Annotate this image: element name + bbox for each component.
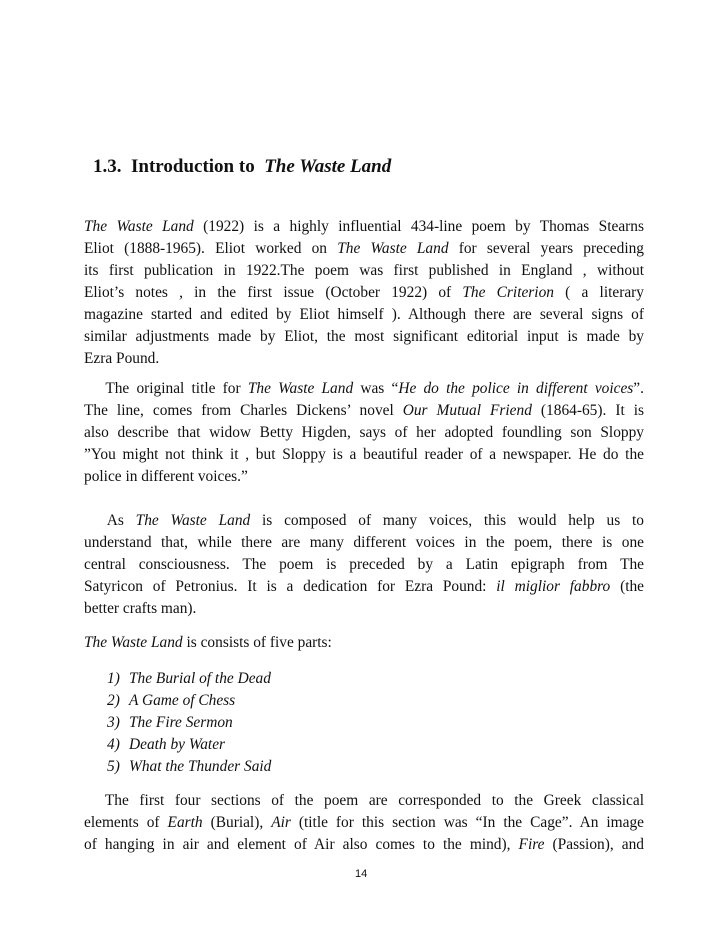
text-run: Satyricon of Petronius. It is a dedication for Ezra Pound: bbox=[84, 578, 497, 595]
italic-title: The Waste Land bbox=[337, 240, 449, 257]
paragraph-elements bbox=[84, 790, 644, 856]
italic-title: The Waste Land bbox=[84, 218, 194, 235]
text-line bbox=[84, 834, 644, 856]
text-run: Ezra Pound. bbox=[84, 350, 160, 367]
italic-title: The Waste Land bbox=[135, 512, 251, 529]
text-line bbox=[84, 260, 644, 282]
list-number: 2) bbox=[107, 692, 120, 709]
text-run: its first publication in 1922.The poem was first published in England , without bbox=[84, 262, 644, 279]
list-number: 5) bbox=[107, 758, 120, 775]
text-run: ”. bbox=[633, 380, 644, 397]
text-line bbox=[84, 282, 644, 304]
italic-term: Fire bbox=[518, 836, 545, 853]
italic-term: Earth bbox=[167, 814, 203, 831]
italic-title: The Waste Land bbox=[84, 634, 183, 651]
text-run: (the bbox=[610, 578, 644, 595]
text-line bbox=[84, 632, 644, 654]
paragraph-original-title bbox=[84, 378, 644, 488]
text-run: for several years preceding bbox=[448, 240, 644, 257]
italic-title: The Criterion bbox=[462, 284, 554, 301]
parts-list bbox=[107, 668, 271, 778]
text-line bbox=[84, 422, 644, 444]
list-number: 1) bbox=[107, 670, 120, 687]
text-run: ”You might not think it , but Sloppy is a beautiful reader of a newspaper. He do the bbox=[84, 446, 644, 463]
list-item-title: What the Thunder Said bbox=[129, 758, 272, 775]
text-line bbox=[84, 326, 644, 348]
text-run: magazine started and edited by Eliot himself ). Although there are several signs of bbox=[84, 306, 644, 323]
text-line bbox=[84, 304, 644, 326]
paragraph-intro bbox=[84, 216, 644, 370]
text-line bbox=[84, 466, 644, 488]
section-heading-title: The Waste Land bbox=[264, 156, 392, 177]
italic-title: The Waste Land bbox=[247, 380, 354, 397]
list-number: 4) bbox=[107, 736, 120, 753]
list-item bbox=[107, 690, 271, 712]
section-number: 1.3. bbox=[93, 156, 122, 177]
list-item-title: The Burial of the Dead bbox=[129, 670, 271, 687]
text-line bbox=[84, 348, 644, 370]
list-item bbox=[107, 734, 271, 756]
text-line bbox=[84, 554, 644, 576]
text-run: The line, comes from Charles Dickens’ novel bbox=[84, 402, 403, 419]
text-run: central consciousness. The poem is preceded by a Latin epigraph from The bbox=[84, 556, 644, 573]
text-line bbox=[84, 598, 644, 620]
text-line bbox=[84, 378, 644, 400]
text-run: ( a literary bbox=[553, 284, 644, 301]
text-line bbox=[84, 790, 644, 812]
list-item bbox=[107, 756, 271, 778]
text-line bbox=[84, 238, 644, 260]
text-line bbox=[84, 812, 644, 834]
text-line bbox=[84, 510, 644, 532]
section-heading-prefix: Introduction to bbox=[131, 156, 255, 177]
text-run: police in different voices.” bbox=[84, 468, 248, 485]
text-run: similar adjustments made by Eliot, the most significant editorial input is made by bbox=[84, 328, 644, 345]
text-run: (Passion), and bbox=[544, 836, 644, 853]
text-run: As bbox=[84, 512, 136, 529]
text-run: Eliot (1888-1965). Eliot worked on bbox=[84, 240, 338, 257]
text-run: (1864-65). It is bbox=[531, 402, 644, 419]
text-run: (title for this section was “In the Cage”. An image bbox=[290, 814, 644, 831]
page-number: 14 bbox=[355, 868, 368, 880]
list-item-title: A Game of Chess bbox=[129, 692, 236, 709]
text-line bbox=[84, 216, 644, 238]
list-item-title: Death by Water bbox=[129, 736, 226, 753]
list-item bbox=[107, 712, 271, 734]
paragraph-parts-intro bbox=[84, 632, 644, 654]
section-heading bbox=[93, 156, 391, 178]
text-line bbox=[84, 400, 644, 422]
text-run: (Burial), bbox=[202, 814, 272, 831]
text-run: better crafts man). bbox=[84, 600, 197, 617]
italic-term: Air bbox=[271, 814, 291, 831]
text-run: The original title for bbox=[84, 380, 248, 397]
list-item bbox=[107, 668, 271, 690]
text-run: understand that, while there are many different voices in the poem, there is one bbox=[84, 534, 644, 551]
list-item-title: The Fire Sermon bbox=[129, 714, 233, 731]
text-run: also describe that widow Betty Higden, says of her adopted foundling son Sloppy bbox=[84, 424, 644, 441]
text-line bbox=[84, 576, 644, 598]
text-run: Eliot’s notes , in the first issue (October 1922) of bbox=[84, 284, 463, 301]
italic-title: Our Mutual Friend bbox=[402, 402, 532, 419]
text-run: (1922) is a highly influential 434-line poem by Thomas Stearns bbox=[193, 218, 644, 235]
text-line bbox=[84, 444, 644, 466]
italic-quote: He do the police in different voices bbox=[398, 380, 634, 397]
italic-phrase: il miglior fabbro bbox=[496, 578, 611, 595]
text-run: elements of bbox=[84, 814, 168, 831]
text-run: is composed of many voices, this would help us to bbox=[250, 512, 644, 529]
text-run: was “ bbox=[353, 380, 399, 397]
text-run: of hanging in air and element of Air also comes to the mind), bbox=[84, 836, 519, 853]
list-number: 3) bbox=[107, 714, 120, 731]
paragraph-voices bbox=[84, 510, 644, 620]
text-line bbox=[84, 532, 644, 554]
text-run: is consists of five parts: bbox=[182, 634, 332, 651]
text-run: The first four sections of the poem are corresponded to the Greek classical bbox=[84, 792, 644, 809]
